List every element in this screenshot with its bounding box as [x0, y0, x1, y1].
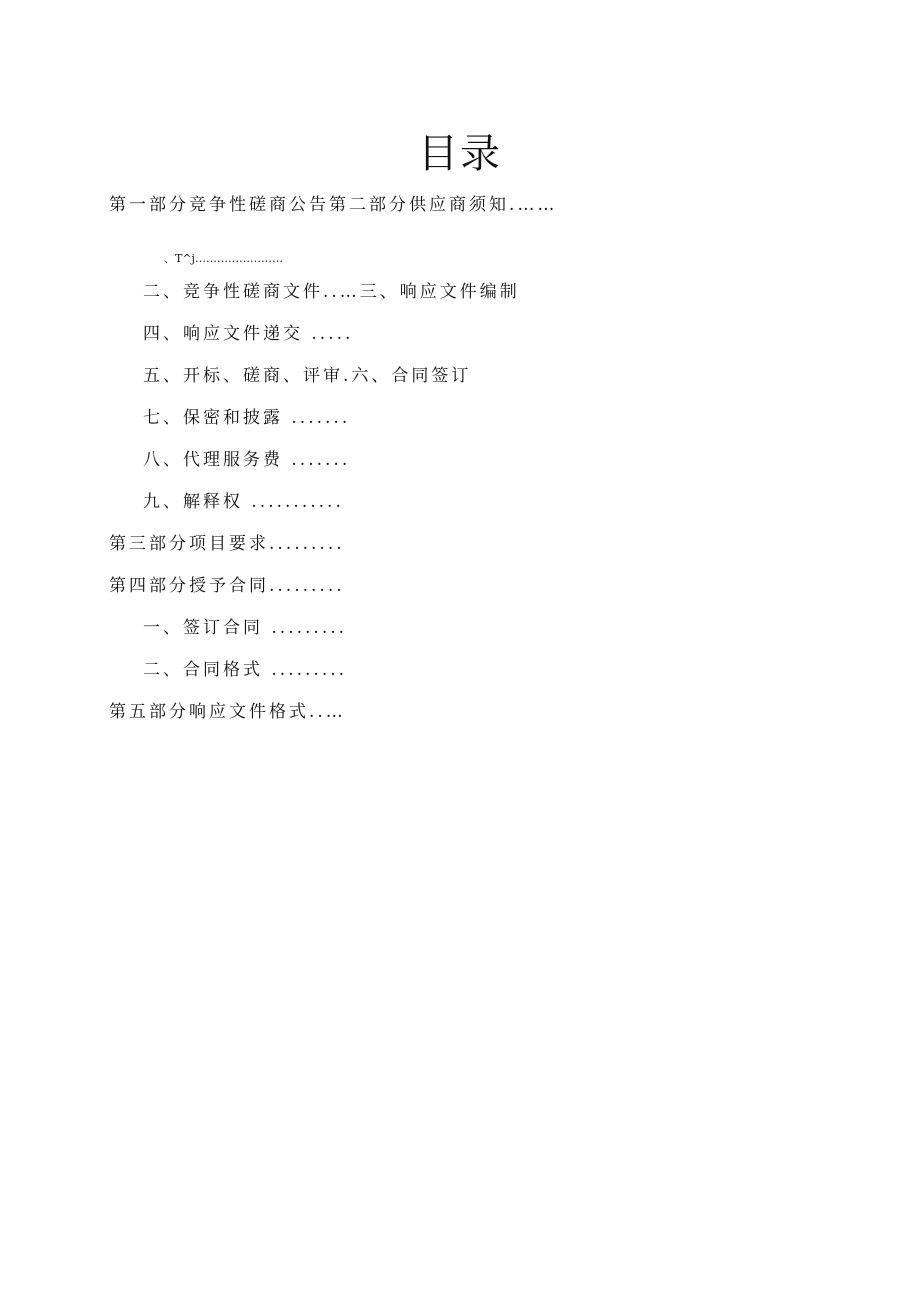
toc-entry: 七、保密和披露 ....... [143, 408, 351, 428]
toc-entry: 第一部分竞争性磋商公告第二部分供应商须知.…… [109, 195, 558, 215]
toc-entry: 第五部分响应文件格式..… [109, 702, 346, 722]
toc-entry: 二、竞争性磋商文件..…三、响应文件编制 [143, 282, 520, 302]
toc-entry: 二、合同格式 ......... [143, 660, 348, 680]
toc-entry: 、T^j…………………… [164, 252, 283, 265]
toc-entry: 九、解释权 ........... [143, 492, 344, 512]
toc-entry: 一、签订合同 ......... [143, 618, 348, 638]
toc-entry: 第三部分项目要求......... [109, 534, 345, 554]
toc-entry: 五、开标、磋商、评审.六、合同签订 [143, 366, 472, 386]
toc-entry: 四、响应文件递交 ..... [143, 324, 354, 344]
toc-entry: 八、代理服务费 ....... [143, 450, 351, 470]
toc-entry: 第四部分授予合同......... [109, 576, 345, 596]
toc-title: 目录 [418, 131, 502, 177]
